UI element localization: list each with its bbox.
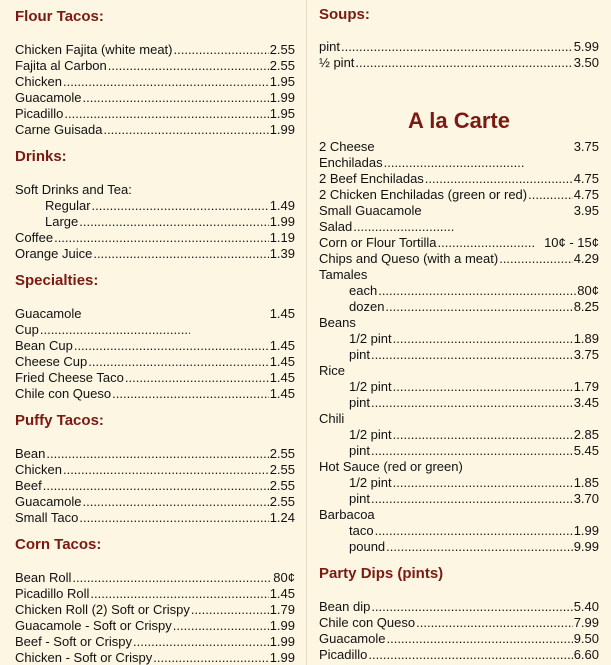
menu-item: Guacamole - Soft or Crispy ..... 1.99 bbox=[15, 618, 295, 634]
menu-item: Picadillo ..... 1.95 bbox=[15, 106, 295, 122]
menu-item-continued: Cup ..... bbox=[15, 322, 191, 338]
menu-item: pint ..... 3.70 bbox=[349, 491, 599, 507]
tamales-label: Tamales bbox=[319, 267, 368, 282]
flour-tacos-title: Flour Tacos: bbox=[15, 8, 104, 25]
rice-label: Rice bbox=[319, 363, 346, 378]
menu-item: Beef ..... 2.55 bbox=[15, 478, 295, 494]
menu-item: 2 Cheese 3.75 bbox=[319, 139, 599, 154]
soft-drinks-label: Soft Drinks and Tea: bbox=[15, 182, 132, 197]
menu-item: taco ..... 1.99 bbox=[349, 523, 599, 539]
menu-item: Cheese Cup ..... 1.45 bbox=[15, 354, 295, 370]
menu-item: Chicken Roll (2) Soft or Crispy ..... 1.79 bbox=[15, 602, 295, 618]
menu-item: Chicken ..... 1.95 bbox=[15, 74, 295, 90]
menu-item: 1/2 pint ..... 1.79 bbox=[349, 379, 599, 395]
menu-item: Chile con Queso ..... 7.99 bbox=[319, 615, 599, 631]
menu-item: pint ..... 3.75 bbox=[349, 347, 599, 363]
menu-item: Bean Roll ..... 80¢ bbox=[15, 570, 295, 586]
menu-item-continued: Salad ..... bbox=[319, 219, 455, 235]
menu-item: 1/2 pint ..... 2.85 bbox=[349, 427, 599, 443]
menu-item: Regular ..... 1.49 bbox=[45, 198, 295, 214]
specialties-title: Specialties: bbox=[15, 272, 99, 289]
menu-item: pint ..... 5.45 bbox=[349, 443, 599, 459]
menu-item: Carne Guisada ..... 1.99 bbox=[15, 122, 295, 138]
menu-item: pint ..... 3.45 bbox=[349, 395, 599, 411]
menu-item: pint ..... 5.99 bbox=[319, 39, 599, 55]
hot-sauce-label: Hot Sauce (red or green) bbox=[319, 459, 463, 474]
chili-label: Chili bbox=[319, 411, 345, 426]
menu-item: Picadillo ..... 6.60 bbox=[319, 647, 599, 663]
menu-item: Chicken Fajita (white meat) ..... 2.55 bbox=[15, 42, 295, 58]
menu-item: Bean ..... 2.55 bbox=[15, 446, 295, 462]
a-la-carte-title: A la Carte bbox=[408, 108, 510, 133]
party-dips-title: Party Dips (pints) bbox=[319, 565, 444, 582]
menu-item: 1/2 pint ..... 1.89 bbox=[349, 331, 599, 347]
menu-item: Coffee ..... 1.19 bbox=[15, 230, 295, 246]
menu-item: Guacamole ..... 2.55 bbox=[15, 494, 295, 510]
menu-item: Bean dip ..... 5.40 bbox=[319, 599, 599, 615]
menu-item: Chicken ..... 2.55 bbox=[15, 462, 295, 478]
menu-item: Small Guacamole 3.95 bbox=[319, 203, 599, 218]
menu-item: pound ..... 9.99 bbox=[349, 539, 599, 555]
puffy-tacos-title: Puffy Tacos: bbox=[15, 412, 104, 429]
menu-item: Chips and Queso (with a meat) ..... 4.29 bbox=[319, 251, 599, 267]
menu-item: Orange Juice ..... 1.39 bbox=[15, 246, 295, 262]
menu-item: Guacamole ..... 1.99 bbox=[15, 90, 295, 106]
corn-tacos-title: Corn Tacos: bbox=[15, 536, 102, 553]
menu-item: Picadillo Roll ..... 1.45 bbox=[15, 586, 295, 602]
menu-item: Guacamole ..... 9.50 bbox=[319, 631, 599, 647]
menu-item: Large ..... 1.99 bbox=[45, 214, 295, 230]
soups-title: Soups: bbox=[319, 6, 370, 23]
menu-item: Beef - Soft or Crispy ..... 1.99 bbox=[15, 634, 295, 650]
menu-item: Fried Cheese Taco ..... 1.45 bbox=[15, 370, 295, 386]
menu-item: dozen ..... 8.25 bbox=[349, 299, 599, 315]
column-divider bbox=[306, 0, 307, 665]
menu-item: Fajita al Carbon ..... 2.55 bbox=[15, 58, 295, 74]
menu-item: Corn or Flour Tortilla ..... 10¢ - 15¢ bbox=[319, 235, 599, 251]
barbacoa-label: Barbacoa bbox=[319, 507, 375, 522]
menu-item: 2 Beef Enchiladas ..... 4.75 bbox=[319, 171, 599, 187]
drinks-title: Drinks: bbox=[15, 148, 67, 165]
menu-item-continued: Enchiladas ..... bbox=[319, 155, 525, 171]
menu-item: Bean Cup ..... 1.45 bbox=[15, 338, 295, 354]
menu-item: each ..... 80¢ bbox=[349, 283, 599, 299]
menu-item: 1/2 pint ..... 1.85 bbox=[349, 475, 599, 491]
menu-item: Chicken - Soft or Crispy ..... 1.99 bbox=[15, 650, 295, 665]
menu-item: ½ pint ..... 3.50 bbox=[319, 55, 599, 71]
menu-item: 2 Chicken Enchiladas (green or red) ..... 4.75 bbox=[319, 187, 599, 203]
menu-item: Chile con Queso ..... 1.45 bbox=[15, 386, 295, 402]
beans-label: Beans bbox=[319, 315, 356, 330]
menu-item: Small Taco ..... 1.24 bbox=[15, 510, 295, 526]
menu-item: Guacamole 1.45 bbox=[15, 306, 295, 321]
